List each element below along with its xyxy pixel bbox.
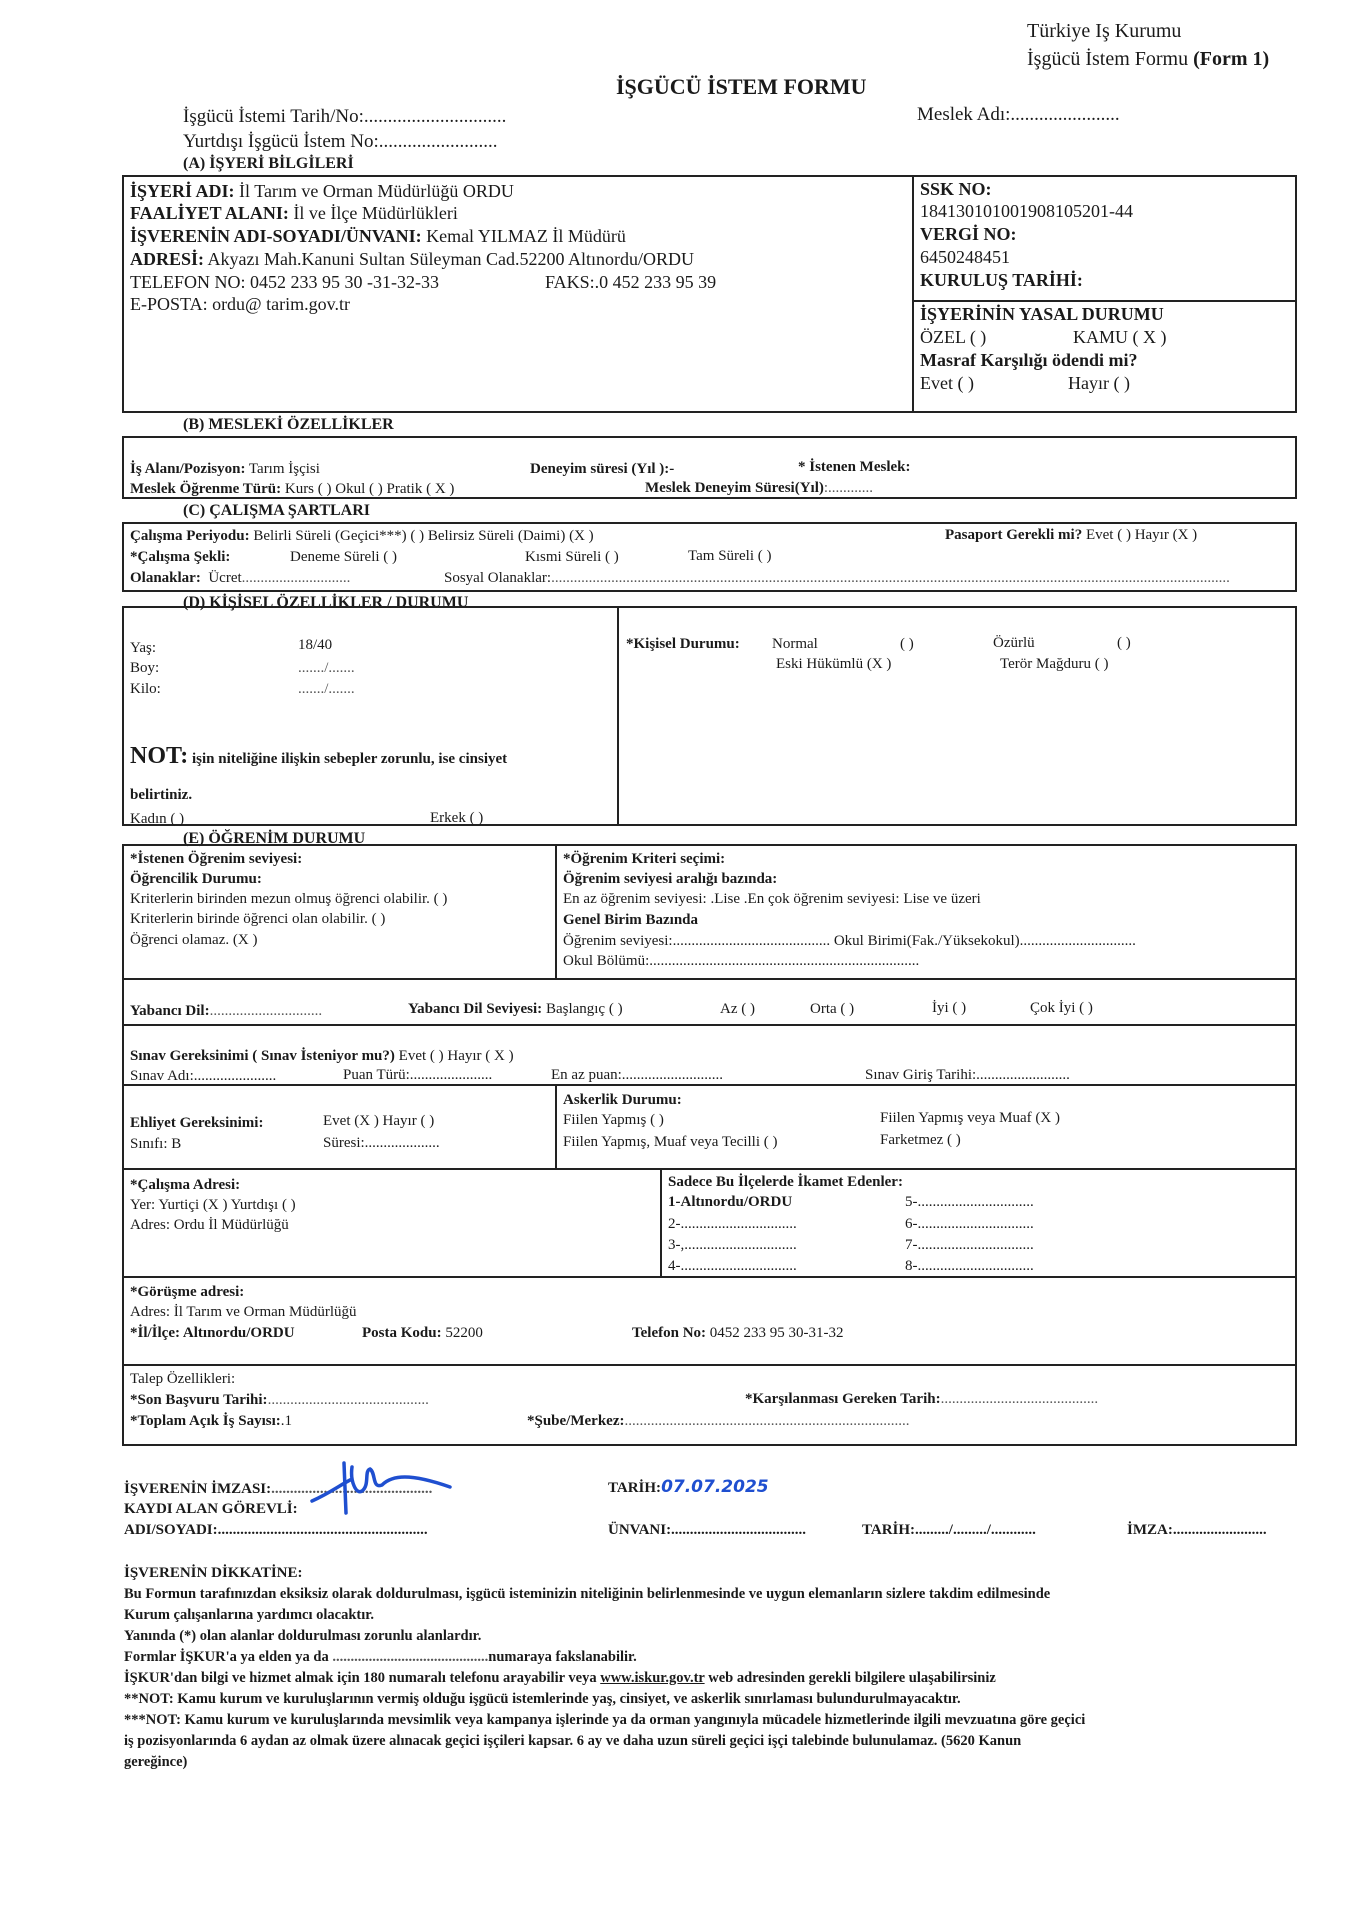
section-c-title: (C) ÇALIŞMA ŞARTLARI	[183, 502, 371, 519]
unvani[interactable]: ÜNVANI:....................................	[608, 1522, 807, 1538]
label: Yabancı Dil:	[130, 1003, 210, 1019]
yer-checkbox[interactable]: Yer: Yurtiçi (X ) Yurtdışı ( )	[130, 1197, 296, 1213]
erkek-checkbox[interactable]: Erkek ( )	[430, 810, 484, 826]
label: İŞVERENİN ADI-SOYADI/ÜNVANI:	[130, 226, 422, 246]
boy-value[interactable]: ......./.......	[298, 660, 355, 676]
yabanci-dil[interactable]	[130, 1000, 322, 1022]
faaliyet-alani[interactable]	[130, 202, 458, 224]
district-5[interactable]: 5-...............................	[905, 1194, 1034, 1210]
label: Posta Kodu:	[362, 1325, 442, 1341]
district-7[interactable]: 7-...............................	[905, 1237, 1034, 1253]
district-2[interactable]: 2-...............................	[668, 1216, 797, 1232]
district-4[interactable]: 4-...............................	[668, 1258, 797, 1274]
askerlik-fiilen[interactable]: Fiilen Yapmış ( )	[563, 1112, 664, 1128]
text: İŞKUR'dan bilgi ve hizmet almak için 180 numaralı telefonu arayabilir veya	[124, 1670, 601, 1686]
toplam-acik-is[interactable]	[130, 1410, 292, 1432]
dots: ..........................................	[940, 1391, 1099, 1407]
yurtdisi-istem-no[interactable]: Yurtdışı İşgücü İstem No:.........................	[183, 131, 498, 152]
form-code-number: (Form 1)	[1193, 48, 1270, 70]
sube-merkez[interactable]	[527, 1410, 909, 1432]
label: *Toplam Açık İş Sayısı:	[130, 1413, 281, 1429]
ogrencilik-label: Öğrencilik Durumu:	[130, 871, 262, 887]
askerlik-label: Askerlik Durumu:	[563, 1092, 682, 1108]
ogrenim-seviyesi-field[interactable]: Öğrenim seviyesi:.......................................... Okul Birimi(Fak./Yüksekokul)...............................	[563, 933, 1136, 949]
label: *Karşılanması Gereken Tarih:	[745, 1391, 941, 1407]
isyeri-adi[interactable]	[130, 180, 514, 202]
kilo-label: Kilo:	[130, 681, 161, 697]
masraf-hayir[interactable]: Hayır ( )	[1068, 373, 1130, 393]
telefon[interactable]: TELEFON NO: 0452 233 95 30 -31-32-33	[130, 272, 439, 292]
deneme-sureli[interactable]: Deneme Süreli ( )	[290, 549, 398, 565]
district-3[interactable]: 3-,..............................	[668, 1237, 797, 1253]
not-text: işin niteliğine ilişkin sebepler zorunlu, ise cinsiyet	[188, 751, 508, 767]
orta-checkbox[interactable]: Orta ( )	[810, 1001, 855, 1017]
ozel-checkbox[interactable]: ÖZEL ( )	[920, 327, 987, 347]
adi-soyadi[interactable]: ADI/SOYADI:........................................................	[124, 1522, 428, 1538]
talep-label: Talep Özellikleri:	[130, 1371, 236, 1387]
value: Kurs ( ) Okul ( ) Pratik ( X )	[281, 481, 455, 497]
note-line	[124, 1646, 637, 1668]
gorusme-adres[interactable]: Adres: İl Tarım ve Orman Müdürlüğü	[130, 1304, 357, 1320]
ssk-value[interactable]: 184130101001908105201-44	[920, 201, 1133, 221]
karsilanmasi-tarih[interactable]	[745, 1388, 1098, 1410]
ogrencilik-opt-mezun[interactable]: Kriterlerin birinden mezun olmuş öğrenci olabilir. ( )	[130, 891, 448, 907]
label: Yabancı Dil Seviyesi:	[408, 1001, 543, 1017]
ikamet-label: Sadece Bu İlçelerde İkamet Edenler:	[668, 1174, 903, 1190]
son-basvuru-tarihi[interactable]	[130, 1389, 429, 1411]
ssk-label: SSK NO:	[920, 179, 992, 199]
calisma-periyodu[interactable]	[130, 525, 594, 547]
divider	[555, 844, 557, 980]
not-cinsiyet	[130, 745, 507, 770]
istenen-ogrenim-label: *İstenen Öğrenim seviyesi:	[130, 851, 303, 867]
yasal-durum-label: İŞYERİNİN YASAL DURUMU	[920, 304, 1164, 324]
dots: ...........................................	[267, 1392, 429, 1408]
label: İŞVERENİN İMZASI:	[124, 1481, 272, 1497]
gorevli-tarih[interactable]: TARİH:........./........./............	[862, 1522, 1036, 1538]
il-ilce[interactable]	[130, 1322, 295, 1344]
note-line: iş pozisyonlarında 6 aydan az olmak üzere alınacak geçici işçileri kapsar. 6 ay ve daha uzun süreli geçici işçi talebinde bulunulamaz. (5620 Kanun	[124, 1733, 1022, 1749]
okul-bolumu-field[interactable]: Okul Bölümü:........................................................................	[563, 953, 920, 969]
notes-title: İŞVERENİN DİKKATİNE:	[124, 1565, 303, 1581]
yas-label: Yaş:	[130, 640, 156, 656]
label: ADRESİ:	[130, 249, 205, 269]
label: *İl/İlçe:	[130, 1325, 180, 1341]
isveren-adi[interactable]	[130, 225, 626, 247]
kilo-value[interactable]: ......./.......	[298, 681, 355, 697]
posta-kodu[interactable]	[362, 1322, 483, 1344]
sinav-giris-tarihi[interactable]: Sınav Giriş Tarihi:.........................	[865, 1067, 1070, 1083]
dil-seviyesi	[408, 998, 623, 1020]
eposta[interactable]: E-POSTA: ordu@ tarim.gov.tr	[130, 294, 350, 314]
note-line: **NOT: Kamu kurum ve kuruluşlarının vermiş olduğu işgücü istemlerinde yaş, cinsiyet, ve askerlik sınırlaması bulundurulmayacaktır.	[124, 1691, 961, 1707]
label: Meslek Öğrenme Türü:	[130, 481, 282, 497]
divider	[912, 300, 1297, 302]
section-d-title: (D) KİŞİSEL ÖZELLİKLER / DURUMU	[183, 594, 469, 611]
ogrencilik-opt-ogrenci[interactable]: Kriterlerin birinde öğrenci olan olabilir. ( )	[130, 911, 386, 927]
not-label: NOT:	[130, 743, 189, 769]
kaydi-alan-label: KAYDI ALAN GÖREVLİ:	[124, 1501, 298, 1517]
ozurlu-checkbox[interactable]: ( )	[1117, 635, 1131, 651]
gorevli-imza[interactable]: İMZA:.........................	[1127, 1522, 1267, 1538]
pasaport[interactable]	[945, 524, 1197, 546]
value: Belirli Süreli (Geçici***) ( ) Belirsiz Süreli (Daimi) (X )	[249, 528, 594, 544]
value: :............	[823, 480, 874, 496]
dots: ...........................................	[271, 1481, 433, 1497]
meslek-deneyim-suresi[interactable]	[645, 477, 873, 499]
faks[interactable]: FAKS:.0 452 233 95 39	[545, 272, 717, 292]
masraf-evet[interactable]: Evet ( )	[920, 373, 974, 393]
section-e-title: (E) ÖĞRENİM DURUMU	[183, 830, 366, 847]
label: Sınav Gereksinimi ( Sınav İsteniyor mu?)	[130, 1048, 395, 1064]
form-code	[1027, 48, 1269, 70]
istem-tarih-no[interactable]: İşgücü İstemi Tarih/No:..............................	[183, 106, 507, 127]
note-line: Yanında (*) olan alanlar doldurulması zorunlu alanlardır.	[124, 1628, 482, 1644]
label: İŞYERİ ADI:	[130, 181, 235, 201]
value: 52200	[441, 1325, 483, 1341]
askerlik-fiilen-muaf[interactable]: Fiilen Yapmış veya Muaf (X )	[880, 1110, 1060, 1126]
value: Tarım İşçisi	[245, 461, 320, 477]
vergi-value[interactable]: 6450248451	[920, 247, 1010, 267]
dots: ..............................	[209, 1003, 323, 1019]
calisma-adres[interactable]: Adres: Ordu İl Müdürlüğü	[130, 1217, 289, 1233]
note-line: Kurum çalışanlarına yardımcı olacaktır.	[124, 1607, 374, 1623]
normal-label: Normal	[772, 636, 818, 652]
section-a-title: (A) İŞYERİ BİLGİLERİ	[183, 155, 354, 172]
divider	[912, 175, 914, 413]
label: Çalışma Periyodu:	[130, 528, 250, 544]
district-8[interactable]: 8-...............................	[905, 1258, 1034, 1274]
teror-magduru-checkbox[interactable]: Terör Mağduru ( )	[1000, 656, 1109, 672]
label: FAALİYET ALANI:	[130, 203, 289, 223]
gorusme-adresi-label: *Görüşme adresi:	[130, 1284, 245, 1300]
label: Meslek Deneyim Süresi(Yıl)	[645, 480, 824, 496]
tam-sureli[interactable]: Tam Süreli ( )	[688, 548, 772, 564]
note-line: Bu Formun tarafınızdan eksiksiz olarak doldurulması, işgücü isteminizin niteliğinin belirlenmesinde ve uygun elemanların sizlere takdim edilmesinde	[124, 1586, 1051, 1602]
ehliyet-sinifi[interactable]: Sınıfı: B	[130, 1136, 182, 1152]
label: TARİH:	[608, 1480, 662, 1496]
value: Altınordu/ORDU	[180, 1325, 295, 1341]
vergi-label: VERGİ NO:	[920, 224, 1017, 244]
district-6[interactable]: 6-...............................	[905, 1216, 1034, 1232]
askerlik-tecilli[interactable]: Fiilen Yapmış, Muaf veya Tecilli ( )	[563, 1134, 778, 1150]
gorusme-telefon[interactable]	[632, 1322, 844, 1344]
divider	[555, 1084, 557, 1170]
baslangic-checkbox[interactable]: Başlangıç ( )	[542, 1001, 623, 1017]
kadin-checkbox[interactable]: Kadın ( )	[130, 811, 185, 827]
label: Telefon No:	[632, 1325, 707, 1341]
not-text-2: belirtiniz.	[130, 787, 193, 803]
org-name: Türkiye Iş Kurumu	[1027, 20, 1182, 42]
form-code-text: İşgücü İstem Formu	[1027, 48, 1194, 70]
value: Evet ( ) Hayır ( X )	[394, 1048, 514, 1064]
license-box	[122, 1084, 1297, 1170]
kurulus-tarihi[interactable]: KURULUŞ TARİHİ:	[920, 270, 1083, 290]
masraf-label: Masraf Karşılığı ödendi mi?	[920, 350, 1138, 370]
eski-hukumlu-checkbox[interactable]: Eski Hükümlü (X )	[776, 656, 892, 672]
meslek-adi[interactable]: Meslek Adı:.......................	[917, 104, 1120, 125]
puan-turu[interactable]: Puan Türü:......................	[343, 1067, 493, 1083]
ogrencilik-opt-olamaz[interactable]: Öğrenci olamaz. (X )	[130, 932, 258, 948]
value: İl ve İlçe Müdürlükleri	[288, 203, 458, 223]
ehliyet-label: Ehliyet Gereksinimi:	[130, 1115, 264, 1131]
dots: .............................	[241, 570, 351, 586]
divider	[660, 1168, 662, 1278]
cok-iyi-checkbox[interactable]: Çok İyi ( )	[1030, 1000, 1093, 1016]
value: 07.07.2025	[661, 1477, 769, 1497]
az-checkbox[interactable]: Az ( )	[720, 1001, 755, 1017]
sinav-adi[interactable]: Sınav Adı:......................	[130, 1068, 277, 1084]
value: Kemal YILMAZ İl Müdürü	[421, 226, 626, 246]
section-b-title: (B) MESLEKİ ÖZELLİKLER	[183, 416, 394, 433]
aralik-label: Öğrenim seviyesi aralığı bazında:	[563, 871, 778, 887]
dots: .....................................................................................................................................................................................	[551, 570, 1230, 586]
dots: ...........................................	[332, 1649, 489, 1665]
note-line: gereğince)	[124, 1754, 188, 1770]
ogrenme-turu[interactable]	[130, 478, 454, 500]
olanaklar[interactable]	[130, 567, 350, 589]
value: Evet ( ) Hayır (X )	[1082, 527, 1198, 543]
kismi-sureli[interactable]: Kısmi Süreli ( )	[525, 549, 619, 565]
kamu-checkbox[interactable]: KAMU ( X )	[1073, 327, 1167, 347]
genel-birim-label: Genel Birim Bazında	[563, 912, 698, 928]
note-line	[124, 1667, 996, 1689]
page-title: İŞGÜCÜ İSTEM FORMU	[616, 74, 867, 99]
kisisel-durum-label: *Kişisel Durumu:	[626, 636, 740, 652]
boy-label: Boy:	[130, 660, 160, 676]
en-az-en-cok[interactable]: En az öğrenim seviyesi: .Lise .En çok öğrenim seviyesi: Lise ve üzeri	[563, 891, 981, 907]
label: Sosyal Olanaklar:	[444, 570, 552, 586]
value: Ücret	[208, 570, 242, 586]
dots: ............................................................................	[624, 1413, 910, 1429]
iskur-link[interactable]: www.iskur.gov.tr	[600, 1670, 705, 1686]
sosyal-olanaklar[interactable]	[444, 567, 1230, 589]
en-az-puan[interactable]: En az puan:...........................	[551, 1067, 724, 1083]
divider	[617, 606, 619, 826]
iyi-checkbox[interactable]: İyi ( )	[932, 1000, 967, 1016]
calisma-adresi-label: *Çalışma Adresi:	[130, 1177, 241, 1193]
deneyim-suresi[interactable]: Deneyim süresi (Yıl ):-	[530, 461, 675, 477]
label: Pasaport Gerekli mi?	[945, 527, 1083, 543]
ozurlu-label: Özürlü	[993, 635, 1035, 651]
yas-value[interactable]: 18/40	[298, 637, 333, 653]
signature-mark	[300, 1455, 470, 1515]
value: İl Tarım ve Orman Müdürlüğü ORDU	[234, 181, 514, 201]
adres[interactable]	[130, 248, 694, 270]
text: numaraya fakslanabilir.	[488, 1649, 637, 1665]
value: 0452 233 95 30-31-32	[706, 1325, 844, 1341]
value: .1	[280, 1413, 292, 1429]
label: Olanaklar:	[130, 570, 201, 586]
value: Akyazı Mah.Kanuni Sultan Süleyman Cad.52200 Altınordu/ORDU	[204, 249, 694, 269]
normal-checkbox[interactable]: ( )	[900, 636, 914, 652]
calisma-sekli-label: *Çalışma Şekli:	[130, 549, 231, 565]
label: *Şube/Merkez:	[527, 1413, 625, 1429]
district-1[interactable]: 1-Altınordu/ORDU	[668, 1194, 793, 1210]
ogrenim-kriteri-label: *Öğrenim Kriteri seçimi:	[563, 851, 726, 867]
note-line: ***NOT: Kamu kurum ve kuruluşlarında mevsimlik veya kampanya işlerinde ya da orman yangınıyla mücadele hizmetlerinde ilgili mevzuatına göre geçici	[124, 1712, 1086, 1728]
is-alani[interactable]	[130, 458, 320, 480]
label: İş Alanı/Pozisyon:	[130, 461, 246, 477]
istenen-meslek[interactable]: * İstenen Meslek:	[798, 459, 911, 475]
text: web adresinden gerekli bilgilere ulaşabilirsiniz	[704, 1670, 996, 1686]
isveren-tarih[interactable]	[608, 1476, 769, 1499]
ehliyet-suresi[interactable]: Süresi:....................	[323, 1135, 440, 1151]
text: Formlar İŞKUR'a ya elden ya da	[124, 1649, 333, 1665]
askerlik-farketmez[interactable]: Farketmez ( )	[880, 1132, 961, 1148]
label: *Son Başvuru Tarihi:	[130, 1392, 268, 1408]
ehliyet-checkbox[interactable]: Evet (X ) Hayır ( )	[323, 1113, 435, 1129]
